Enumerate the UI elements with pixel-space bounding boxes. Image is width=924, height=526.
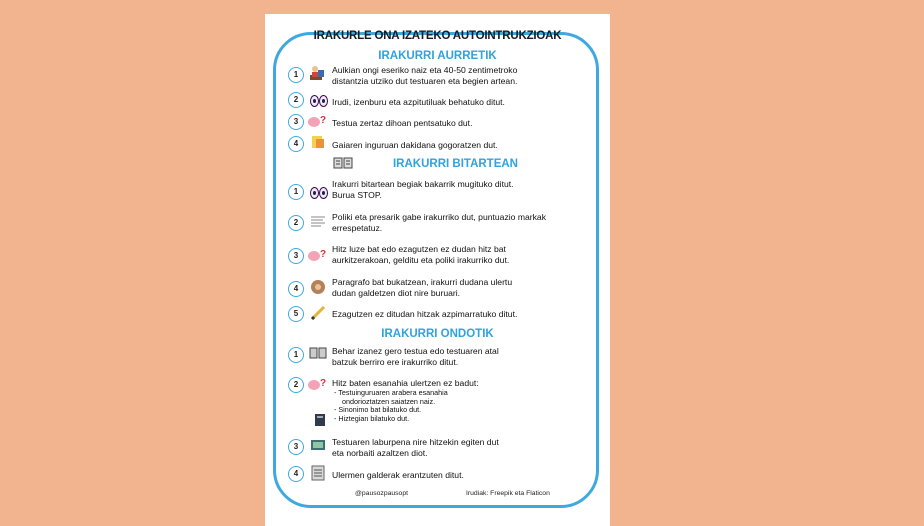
head-question-icon xyxy=(309,279,327,295)
reading-person-icon xyxy=(308,65,326,81)
step-number: 4 xyxy=(288,466,304,482)
svg-text:?: ? xyxy=(320,115,327,126)
step-number: 3 xyxy=(288,439,304,455)
step-number: 2 xyxy=(288,377,304,393)
step-text: Testua zertaz dihoan pentsatuko dut. xyxy=(332,118,473,128)
step-text: Irakurri bitartean begiak bakarrik mugituko ditut. Burua STOP. xyxy=(332,179,514,200)
step-text: Gaiaren inguruan dakidana gogoratzen dut. xyxy=(332,140,498,150)
step-text: Ulermen galderak erantzuten ditut. xyxy=(332,470,464,480)
step-number: 1 xyxy=(288,184,304,200)
step-text: Ezagutzen ez ditudan hitzak azpimarratuko ditut. xyxy=(332,309,518,319)
dictionary-icon xyxy=(311,413,329,429)
step-text: Irudi, izenburu eta azpitutiluak behatuko ditut. xyxy=(332,97,505,107)
step-text: Testuaren laburpena nire hitzekin egiten dut eta norbaiti azaltzen diot. xyxy=(332,437,499,458)
footer-credits: Irudiak: Freepik eta Flaticon xyxy=(466,490,550,497)
step-number: 5 xyxy=(288,306,304,322)
svg-text:?: ? xyxy=(320,249,327,260)
svg-text:?: ? xyxy=(320,378,327,389)
brain-question-icon xyxy=(307,113,325,129)
eyes-icon xyxy=(310,95,328,107)
step-number: 1 xyxy=(288,347,304,363)
brain-question-icon xyxy=(307,247,325,263)
step-number: 2 xyxy=(288,92,304,108)
step-number: 3 xyxy=(288,248,304,264)
eyes-icon xyxy=(310,187,328,199)
step-text: Hitz baten esanahia ulertzen ez badut: xyxy=(332,378,479,388)
step-number: 4 xyxy=(288,281,304,297)
step-text: Poliki eta presarik gabe irakurriko dut, puntuazio markak errespetatuz. xyxy=(332,212,546,233)
step-text: Hitz luze bat edo ezagutzen ez dudan hitz bat aurkitzerakoan, gelditu eta poliki irakurriko dut. xyxy=(332,244,510,265)
step-text: Paragrafo bat bukatzean, irakurri dudana ulertu dudan galdetzen diot nire buruari. xyxy=(332,277,513,298)
step-text: Aulkian ongi eseriko naiz eta 40-50 zentimetroko distantzia utziko dut testuaren eta begien artean. xyxy=(332,65,518,86)
step-number: 3 xyxy=(288,114,304,130)
section-heading-during: IRAKURRI BITARTEAN xyxy=(392,158,518,170)
section-heading-before: IRAKURRI AURRETIK xyxy=(378,50,497,62)
text-lines-icon xyxy=(309,214,327,230)
footer-handle: @pausozpausopt xyxy=(355,490,409,497)
open-book-icon xyxy=(309,346,327,362)
step-subitems: - Testuinguruaren arabera esanahia ondorioztatzen saiatzen naiz. - Sinonimo bat bilatuko dut. - Hiztegian bilatuko dut. xyxy=(334,388,448,423)
pencil-icon xyxy=(309,305,327,321)
checklist-icon xyxy=(309,465,327,481)
step-text: Behar izanez gero testua edo testuaren atal batzuk berriro ere irakurriko ditut. xyxy=(332,346,499,367)
step-number: 1 xyxy=(288,67,304,83)
summary-icon xyxy=(309,437,327,453)
poster-title: IRAKURLE ONA IZATEKO AUTOINTRUKZIOAK xyxy=(313,30,562,42)
section-heading-after: IRAKURRI ONDOTIK xyxy=(381,328,494,340)
brain-question-icon xyxy=(307,376,325,392)
notes-icon xyxy=(309,134,327,150)
step-number: 4 xyxy=(288,136,304,152)
step-number: 2 xyxy=(288,215,304,231)
